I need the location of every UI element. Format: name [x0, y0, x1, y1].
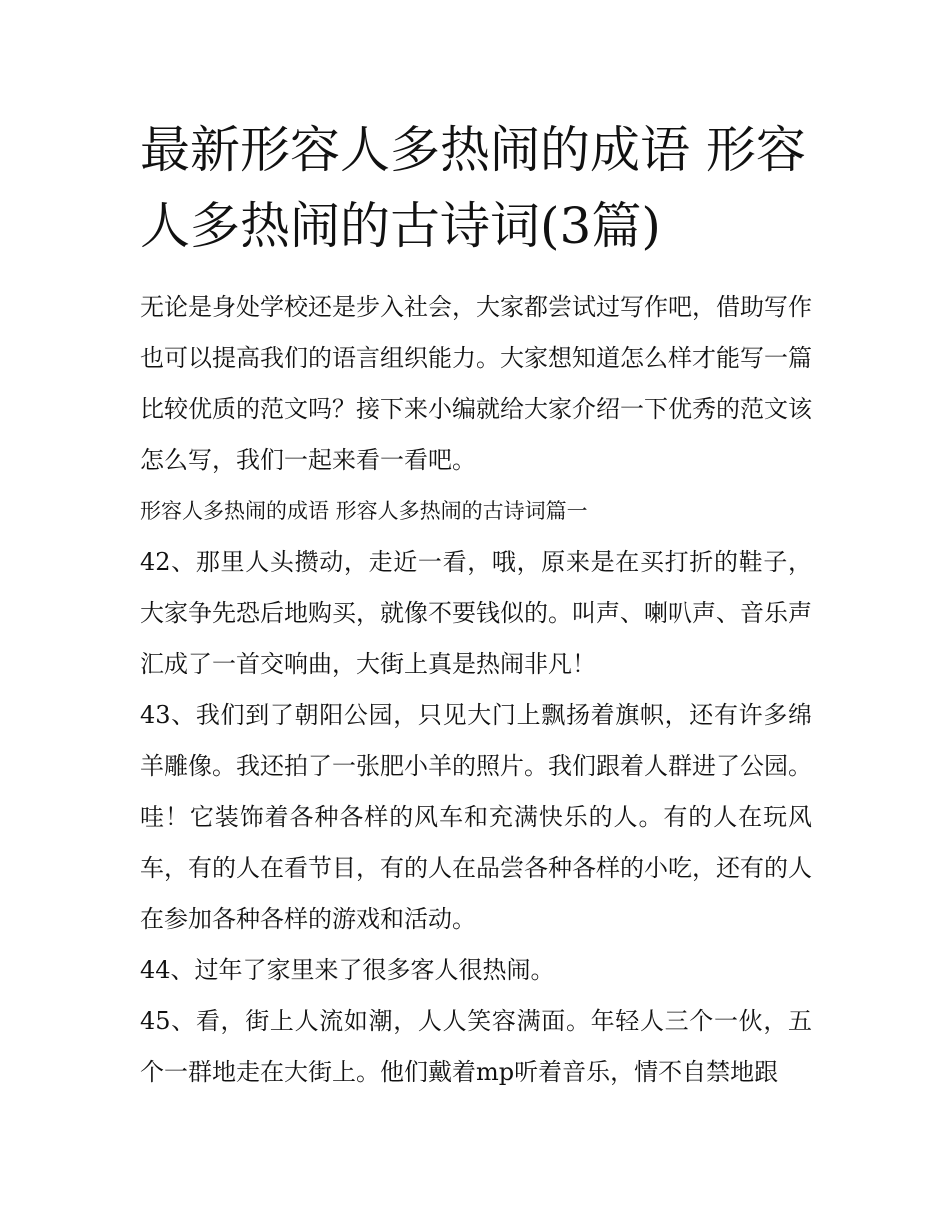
- list-item: 42、那里人头攒动，走近一看，哦，原来是在买打折的鞋子，大家争先恐后地购买，就像不要钱似的。叫声、喇叭声、音乐声汇成了一首交响曲，大街上真是热闹非凡！: [140, 548, 812, 678]
- list-item: 45、看，街上人流如潮，人人笑容满面。年轻人三个一伙，五个一群地走在大街上。他们戴着mp听着音乐，情不自禁地跟: [140, 1007, 812, 1086]
- document-body: [140, 112, 812, 1098]
- list-item: 44、过年了家里来了很多客人很热闹。: [140, 956, 555, 984]
- list-item: 43、我们到了朝阳公园，只见大门上飘扬着旗帜，还有许多绵羊雕像。我还拍了一张肥小羊的照片。我们跟着人群进了公园。哇！它装饰着各种各样的风车和充满快乐的人。有的人在玩风车，有的人在看节目，有的人在品尝各种各样的小吃，还有的人在参加各种各样的游戏和活动。: [140, 701, 812, 933]
- document-title: 最新形容人多热闹的成语 形容 人多热闹的古诗词(3篇): [140, 121, 806, 255]
- intro-paragraph: 无论是身处学校还是步入社会，大家都尝试过写作吧，借助写作也可以提高我们的语言组织能力。大家想知道怎么样才能写一篇比较优质的范文吗？接下来小编就给大家介绍一下优秀的范文该怎么写，我们一起来看一看吧。: [140, 293, 812, 474]
- section-heading: 形容人多热闹的成语 形容人多热闹的古诗词篇一: [140, 499, 588, 523]
